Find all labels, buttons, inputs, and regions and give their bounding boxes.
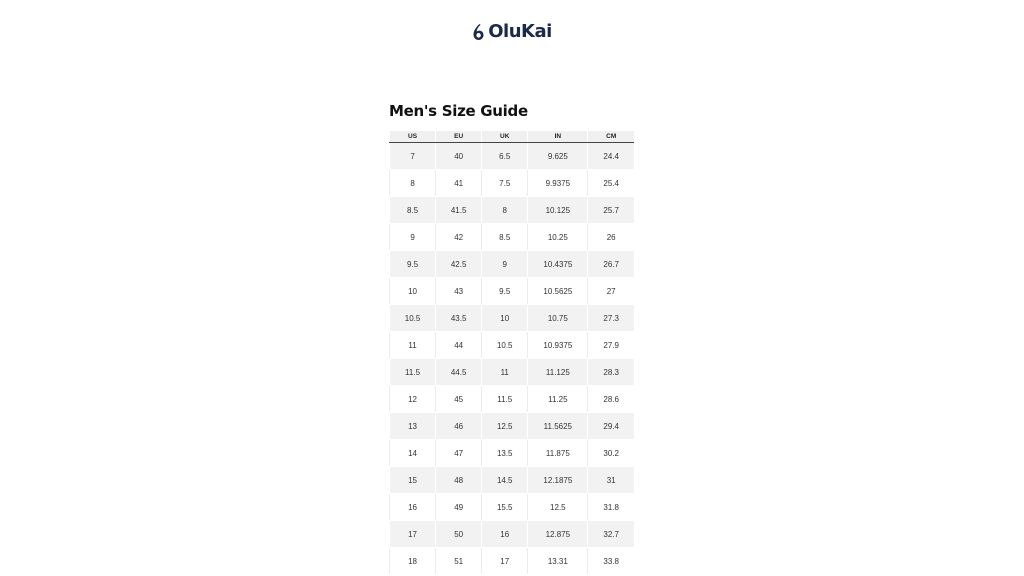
cell-cm: 26.7 [588,251,634,278]
cell-us: 9 [390,224,436,251]
cell-cm: 26 [588,224,634,251]
cell-in: 10.5625 [528,278,588,305]
cell-uk: 16 [482,521,528,548]
column-header-cm: CM [588,131,634,143]
cell-us: 9.5 [390,251,436,278]
cell-us: 8.5 [390,197,436,224]
cell-in: 10.9375 [528,332,588,359]
cell-eu: 47 [436,440,482,467]
cell-us: 18 [390,548,436,575]
cell-in: 11.875 [528,440,588,467]
cell-cm: 31.8 [588,494,634,521]
cell-cm: 31 [588,467,634,494]
cell-in: 10.4375 [528,251,588,278]
table-row [390,224,635,251]
cell-us: 17 [390,521,436,548]
cell-in: 13.31 [528,548,588,575]
table-row [390,197,635,224]
table-row [390,332,635,359]
cell-cm: 29.4 [588,413,634,440]
cell-in: 9.625 [528,143,588,170]
cell-eu: 51 [436,548,482,575]
cell-in: 10.75 [528,305,588,332]
cell-us: 13 [390,413,436,440]
cell-uk: 11.5 [482,386,528,413]
table-row [390,251,635,278]
cell-in: 11.25 [528,386,588,413]
cell-uk: 13.5 [482,440,528,467]
cell-eu: 44.5 [436,359,482,386]
cell-cm: 27.9 [588,332,634,359]
cell-eu: 46 [436,413,482,440]
table-body [390,143,635,575]
cell-uk: 15.5 [482,494,528,521]
cell-in: 10.25 [528,224,588,251]
brand-logo[interactable] [0,21,1024,42]
cell-uk: 8.5 [482,224,528,251]
cell-us: 8 [390,170,436,197]
size-guide [389,101,635,575]
column-header-in: IN [528,131,588,143]
cell-us: 11.5 [390,359,436,386]
table-row [390,521,635,548]
cell-us: 14 [390,440,436,467]
table-header-row [390,131,635,143]
cell-eu: 40 [436,143,482,170]
cell-uk: 12.5 [482,413,528,440]
cell-eu: 41 [436,170,482,197]
cell-uk: 8 [482,197,528,224]
table-row [390,278,635,305]
table-row [390,494,635,521]
cell-cm: 32.7 [588,521,634,548]
column-header-uk: UK [482,131,528,143]
cell-eu: 42 [436,224,482,251]
cell-eu: 48 [436,467,482,494]
cell-cm: 30.2 [588,440,634,467]
cell-uk: 10.5 [482,332,528,359]
cell-eu: 43.5 [436,305,482,332]
cell-in: 12.1875 [528,467,588,494]
cell-us: 16 [390,494,436,521]
cell-cm: 33.8 [588,548,634,575]
cell-in: 11.5625 [528,413,588,440]
cell-in: 10.125 [528,197,588,224]
cell-in: 12.875 [528,521,588,548]
cell-cm: 25.4 [588,170,634,197]
cell-eu: 50 [436,521,482,548]
table-row [390,548,635,575]
cell-eu: 49 [436,494,482,521]
cell-uk: 17 [482,548,528,575]
cell-uk: 6.5 [482,143,528,170]
guide-title: Men's Size Guide [389,102,528,120]
cell-in: 9.9375 [528,170,588,197]
cell-cm: 24.4 [588,143,634,170]
cell-uk: 11 [482,359,528,386]
cell-in: 11.125 [528,359,588,386]
cell-us: 10 [390,278,436,305]
cell-uk: 10 [482,305,528,332]
table-row [390,170,635,197]
cell-uk: 14.5 [482,467,528,494]
cell-eu: 43 [436,278,482,305]
cell-us: 7 [390,143,436,170]
cell-in: 12.5 [528,494,588,521]
cell-cm: 27.3 [588,305,634,332]
table-row [390,386,635,413]
cell-cm: 27 [588,278,634,305]
size-table [389,131,634,575]
table-row [390,413,635,440]
cell-uk: 7.5 [482,170,528,197]
table-row [390,359,635,386]
cell-us: 12 [390,386,436,413]
cell-eu: 42.5 [436,251,482,278]
table-row [390,305,635,332]
cell-cm: 28.3 [588,359,634,386]
cell-us: 11 [390,332,436,359]
brand-name: OluKai [488,21,552,42]
cell-cm: 28.6 [588,386,634,413]
cell-uk: 9 [482,251,528,278]
cell-us: 15 [390,467,436,494]
table-row [390,440,635,467]
column-header-eu: EU [436,131,482,143]
cell-cm: 25.7 [588,197,634,224]
cell-us: 10.5 [390,305,436,332]
cell-eu: 41.5 [436,197,482,224]
column-header-us: US [390,131,436,143]
olukai-drop-icon [472,23,485,41]
cell-uk: 9.5 [482,278,528,305]
cell-eu: 45 [436,386,482,413]
table-row [390,467,635,494]
table-row [390,143,635,170]
cell-eu: 44 [436,332,482,359]
